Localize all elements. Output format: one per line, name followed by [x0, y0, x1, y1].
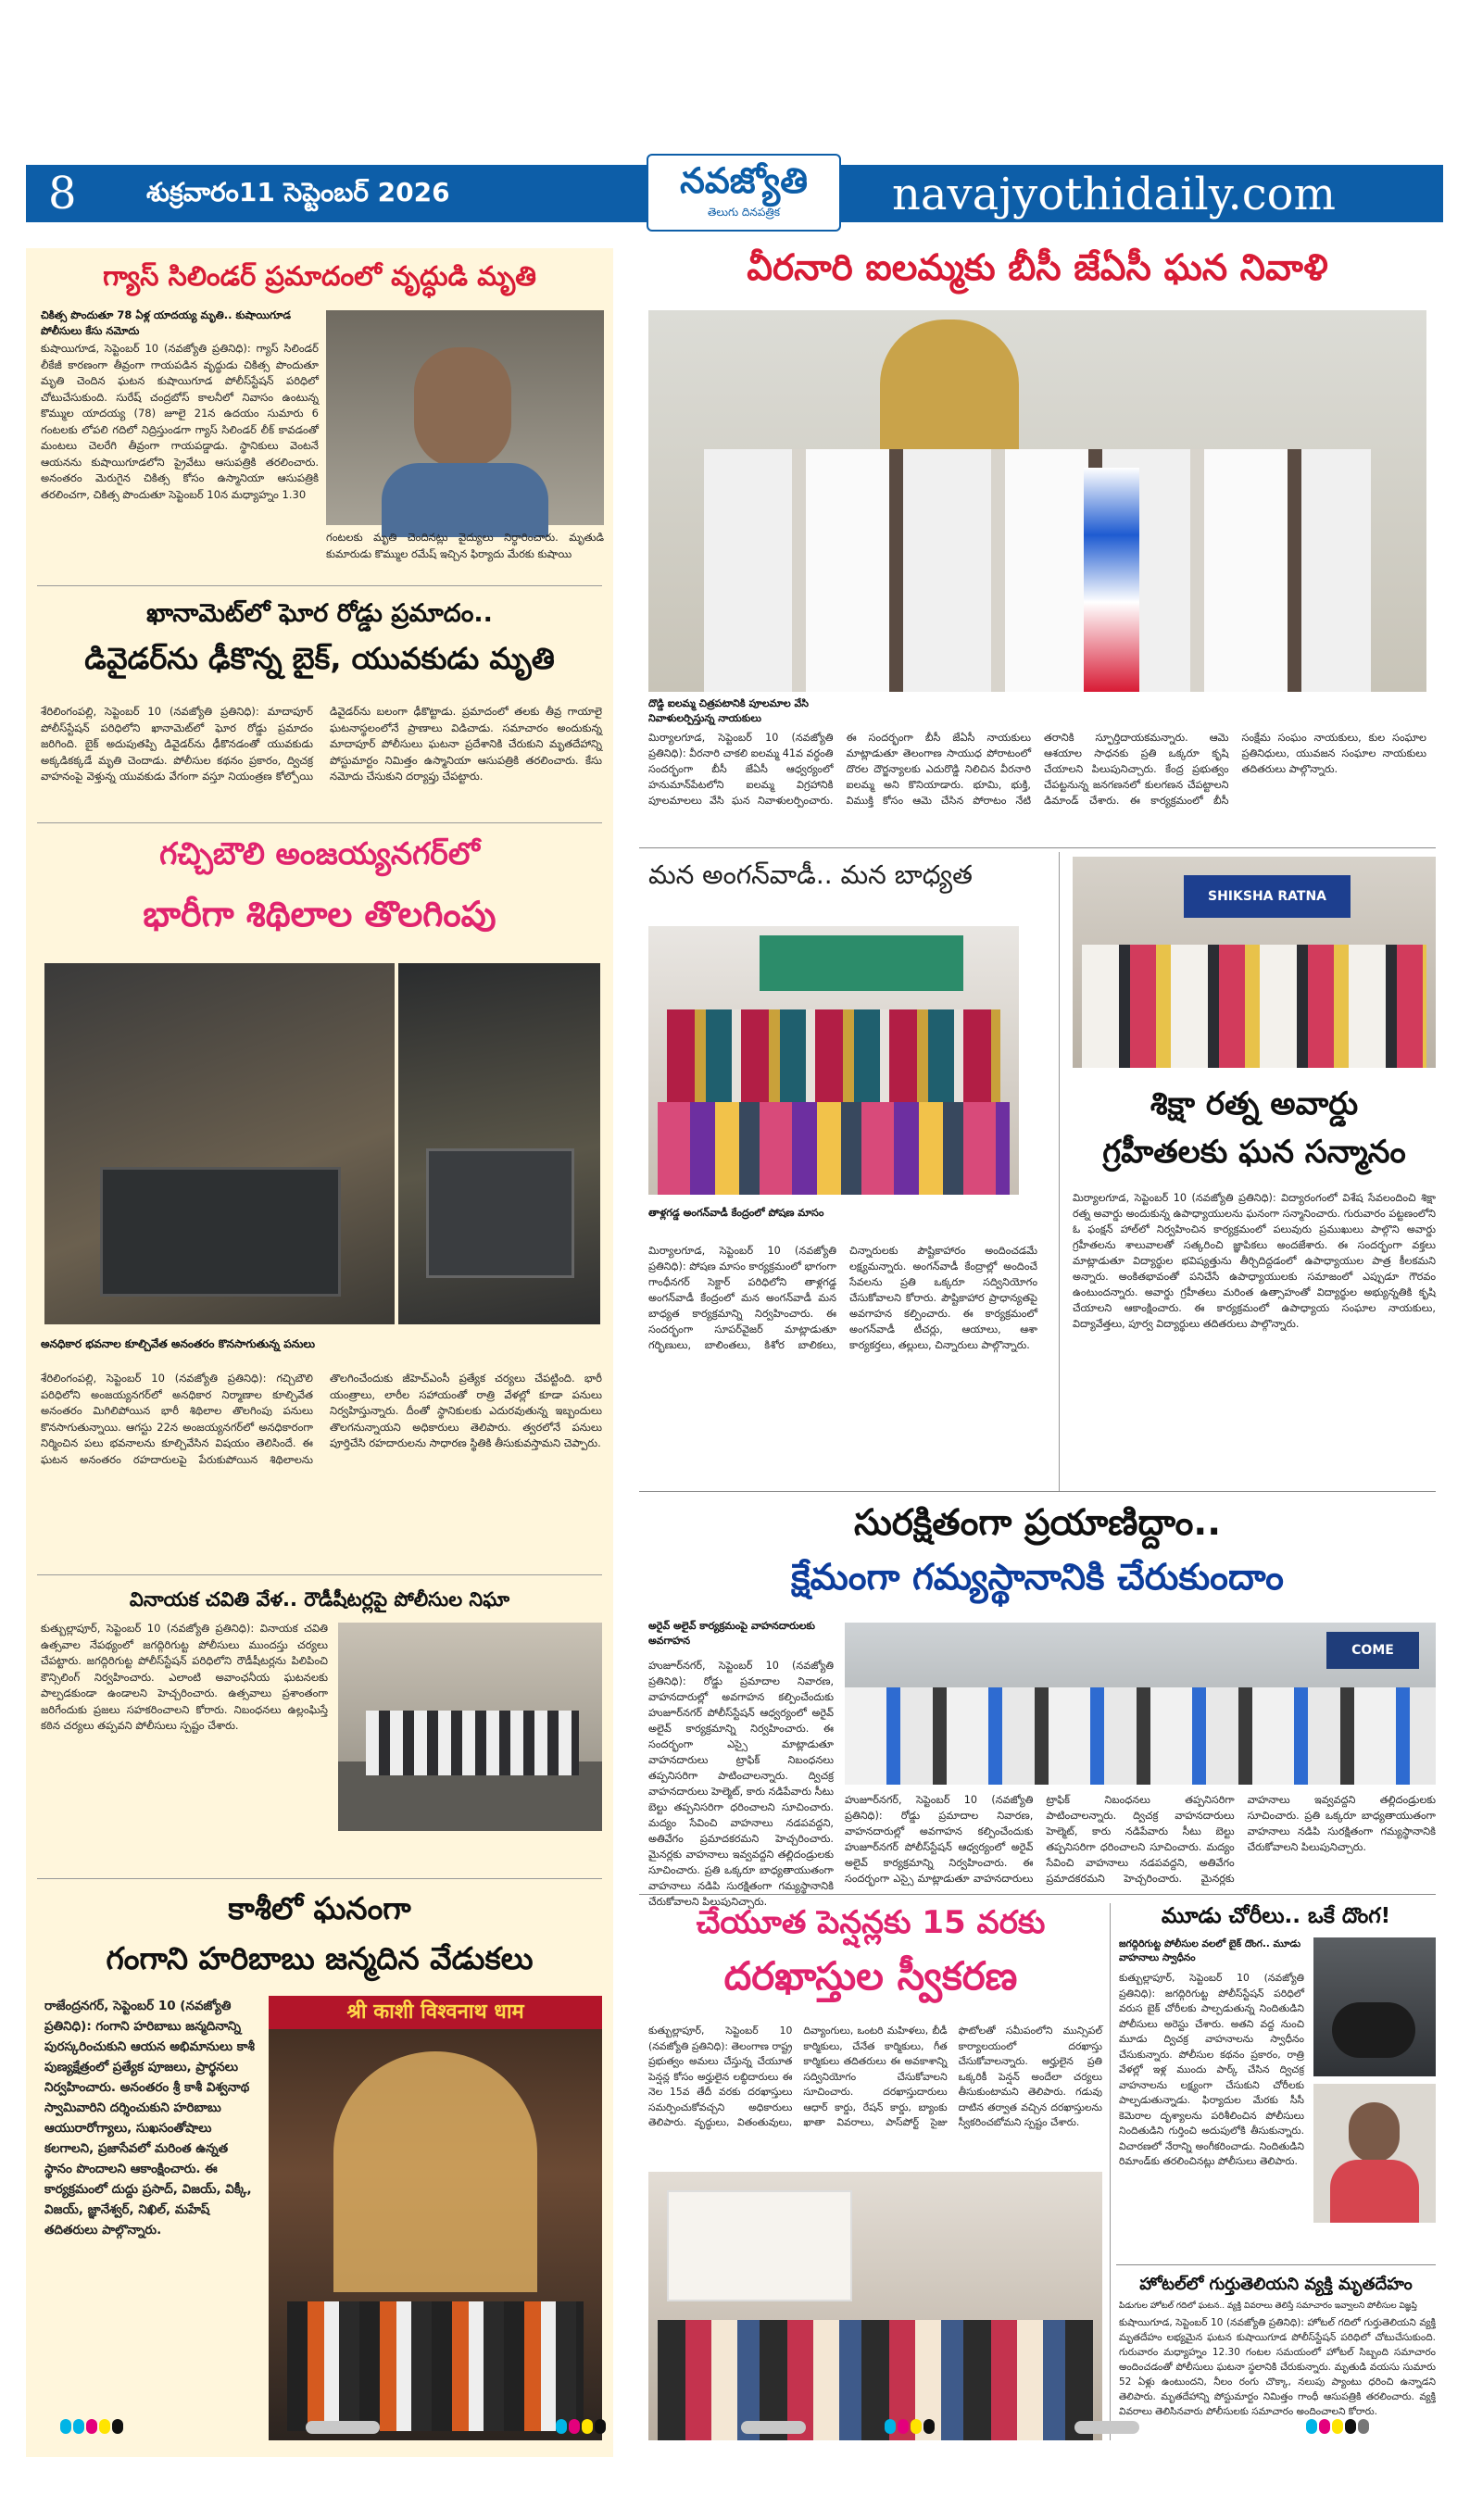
divider [639, 847, 1436, 848]
issue-date: శుక్రవారం11 సెప్టెంబర్ 2026 [146, 177, 450, 207]
anganwadi-body: మిర్యాలగూడ, సెప్టెంబర్ 10 (నవజ్యోతి ప్రతినిధి): పోషణ మాసం కార్యక్రమంలో భాగంగా గాంధీనగర్ సెక్టార్ పరిధిలోని తాళ్లగడ్డ అంగన్‌వాడీ కేంద్రంలో మన అంగన్‌వాడీ మన బాధ్యత కార్యక్రమాన్ని నిర్వహించారు. ఈ సందర్భంగా సూపర్‌వైజర్ మాట్లాడుతూ గర్భిణులు, బాలింతలు, కిశోర బాలికలు, చిన్నారులకు పౌష్టికాహారం అందించడమే లక్ష్యమన్నారు. అంగన్‌వాడీ కేంద్రాల్లో అందించే సేవలను ప్రతి ఒక్కరూ సద్వినియోగం చేసుకోవాలని కోరారు. పౌష్టికాహార ప్రాధాన్యతపై అవగాహన కల్పించారు. ఈ కార్యక్రమంలో అంగన్‌వాడీ టీచర్లు, ఆయాలు, ఆశా కార్యకర్తలు, తల్లులు, చిన్నారులు పాల్గొన్నారు. [648, 1245, 1037, 1351]
road-headline-1: ఖానామెట్‌లో ఘోర రోడ్డు ప్రమాదం.. [146, 599, 493, 628]
safety-headline-2: క్షేమంగా గమ్యస్థానానికి చేరుకుందాం [791, 1557, 1284, 1599]
safety-headline-1: సురక్షితంగా ప్రయాణిద్దాం.. [853, 1502, 1222, 1544]
anganwadi-photo [648, 926, 1019, 1195]
kashi-headline-1: కాశీలో ఘనంగా [228, 1890, 411, 1926]
column-divider [1059, 852, 1060, 1491]
vinayaka-body: కుత్బుల్లాపూర్, సెప్టెంబర్ 10 (నవజ్యోతి ప్రతినిధి): వినాయక చవితి ఉత్సవాల నేపథ్యంలో జగద్గిరిగుట్ట పోలీసులు ముందస్తు చర్యలు చేపట్టారు. జగద్గిరిగుట్ట పోలీస్‌స్టేషన్ పరిధిలోని రౌడీషీటర్లను పిలిపించి కౌన్సిలింగ్ నిర్వహించారు. ఎలాంటి అవాంఛనీయ ఘటనలకు పాల్పడకుండా ఉండాలని హెచ్చరించారు. ఉత్సవాలు ప్రశాంతంగా జరిగేందుకు ప్రజలు సహకరించాలని కోరారు. నిబంధనలు ఉల్లంఘిస్తే కఠిన చర్యలు తప్పవని పోలీసులు స్పష్టం చేశారు. [41, 1622, 328, 1732]
newspaper-logo [647, 154, 841, 232]
registration-bar [741, 2421, 806, 2434]
safety-body-cont: హుజూర్‌నగర్, సెప్టెంబర్ 10 (నవజ్యోతి ప్రతినిధి): రోడ్డు ప్రమాదాల నివారణ, వాహనదారుల్లో అవగాహన కల్పించేందుకు హుజూర్‌నగర్ పోలీస్‌స్టేషన్ ఆధ్వర్యంలో అరైవ్ అలైవ్ కార్యక్రమాన్ని నిర్వహించారు. ఈ సందర్భంగా ఎస్సై మాట్లాడుతూ వాహనదారులు ట్రాఫిక్ నిబంధనలు తప్పనిసరిగా పాటించాలన్నారు. ద్విచక్ర వాహనదారులు హెల్మెట్, కారు నడిపేవారు సీటు బెల్టు తప్పనిసరిగా ధరించాలని సూచించారు. మద్యం సేవించి వాహనాలు నడపవద్దని, అతివేగం ప్రమాదకరమని హెచ్చరించారు. మైనర్లకు వాహనాలు ఇవ్వవద్దని తల్లిదండ్రులకు సూచించారు. ప్రతి ఒక్కరూ బాధ్యతాయుతంగా వాహనాలు నడిపి సురక్షితంగా గమ్యస్థానానికి చేరుకోవాలని పిలుపునిచ్చారు. [845, 1794, 1436, 1885]
theft-accused-photo [1313, 2084, 1436, 2223]
kashi-headline-2: గంగాని హరిబాబు జన్మదిన వేడుకలు [106, 1940, 534, 1976]
column-divider [1110, 1903, 1111, 2440]
unknown-body: కుషాయిగూడ, సెప్టెంబర్ 10 (నవజ్యోతి ప్రతినిధి): హోటల్ గదిలో గుర్తుతెలియని వ్యక్తి మృతదేహం లభ్యమైన ఘటన కుషాయిగూడ పోలీస్‌స్టేషన్ పరిధిలో చోటుచేసుకుంది. గురువారం మధ్యాహ్నం 12.30 గంటల సమయంలో హోటల్ సిబ్బంది సమాచారం అందించడంతో పోలీసులు ఘటనా స్థలానికి చేరుకున్నారు. మృతుడి వయసు సుమారు 52 ఏళ్లు ఉంటుందని, నీలం రంగు చొక్కా, నలుపు ప్యాంటు ధరించి ఉన్నాడని తెలిపారు. మృతదేహాన్ని పోస్టుమార్టం నిమిత్తం గాంధీ ఆసుపత్రికి తరలించారు. వ్యక్తి వివరాలు తెలిసినవారు పోలీసులకు సమాచారం అందించాలని కోరారు. [1119, 2317, 1436, 2417]
debris-headline-2: భారీగా శిథిలాల తొలగింపు [143, 894, 496, 934]
debris-photo-left [44, 963, 395, 1324]
logo-tagline: తెలుగు దినపత్రిక [707, 206, 781, 219]
gas-body: కుషాయిగూడ, సెప్టెంబర్ 10 (నవజ్యోతి ప్రతినిధి): గ్యాస్ సిలిండర్ లీకేజీ కారణంగా తీవ్రంగా గాయపడిన వృద్ధుడు చికిత్స పొందుతూ మృతి చెందిన ఘటన కుషాయిగూడ పోలీస్‌స్టేషన్ పరిధిలో చోటుచేసుకుంది. సురేష్ చంద్రబోస్ కాలనీలో నివాసం ఉంటున్న కొమ్ముల యాదయ్య (78) జూలై 21న ఉదయం సుమారు 6 గంటలకు లోపలి గదిలో నిద్రిస్తుండగా గ్యాస్ సిలిండర్ లీక్ కావడంతో మంటలు చెలరేగి తీవ్రంగా గాయపడ్డాడు. స్థానికులు వెంటనే ఆయనను కుషాయిగూడలోని ప్రైవేటు ఆసుపత్రికి తరలించారు. అనంతరం మెరుగైన చికిత్స కోసం ఉస్మానియా ఆసుపత్రికి తరలించగా, చికిత్స పొందుతూ సెప్టెంబర్ 10న మధ్యాహ్నం 1.30 [41, 342, 319, 501]
award-headline-1: శిక్షా రత్న అవార్డు [1150, 1085, 1359, 1122]
debris-photo-right [398, 963, 600, 1324]
award-photo [1073, 857, 1436, 1068]
ilamma-caption: దొడ్డి ఐలమ్మ చిత్రపటానికి పూలమాల వేసి నివాళులర్పిస్తున్న నాయకులు [648, 697, 809, 724]
safety-kicker: అరైవ్ అలైవ్ కార్యక్రమంపై వాహనదారులకు అవగాహన [648, 1620, 815, 1647]
divider [37, 822, 602, 823]
registration-bar [1074, 2421, 1139, 2434]
ilamma-body: మిర్యాలగూడ, సెప్టెంబర్ 10 (నవజ్యోతి ప్రతినిధి): వీరనారి చాకలి ఐలమ్మ 41వ వర్ధంతి సందర్భంగా బీసీ జేఏసీ ఆధ్వర్యంలో హనుమాన్‌పేటలోని ఐలమ్మ విగ్రహానికి పూలమాలలు వేసి ఘన నివాళులర్పించారు. ఈ సందర్భంగా బీసీ జేఏసీ నాయకులు మాట్లాడుతూ తెలంగాణ సాయుధ పోరాటంలో దొరల దౌర్జన్యాలకు ఎదురొడ్డి నిలిచిన వీరనారి ఐలమ్మ అని కొనియాడారు. భూమి, భుక్తి, విముక్తి కోసం ఆమె చేసిన పోరాటం నేటి తరానికి స్ఫూర్తిదాయకమన్నారు. ఆమె ఆశయాల సాధనకు ప్రతి ఒక్కరూ కృషి చేయాలని పిలుపునిచ్చారు. కేంద్ర ప్రభుత్వం చేపట్టనున్న జనగణనలో కులగణన చేపట్టాలని డిమాండ్ చేశారు. ఈ కార్యక్రమంలో బీసీ సంక్షేమ సంఘం నాయకులు, కుల సంఘాల ప్రతినిధులు, యువజన సంఘాల నాయకులు తదితరులు పాల్గొన్నారు. [648, 732, 1426, 807]
gas-caption: గంటలకు మృతి చెందినట్లు వైద్యులు నిర్ధారించారు. మృతుడి కుమారుడు కొమ్ముల రమేష్ ఇచ్చిన ఫిర్యాదు మేరకు కుషాయి [326, 531, 604, 560]
color-registration-mark [885, 2419, 936, 2438]
vinayaka-photo [338, 1623, 602, 1831]
kashi-banner: श्री काशी विश्वनाथ धाम [269, 1996, 602, 2029]
color-registration-mark [1306, 2419, 1371, 2438]
color-registration-mark [556, 2419, 608, 2438]
award-banner: SHIKSHA RATNA [1184, 875, 1351, 918]
award-headline-2: గ్రహీతలకు ఘన సన్మానం [1102, 1134, 1406, 1171]
divider [37, 1574, 602, 1575]
unknown-kicker: పిడుగుల హోటల్ గదిలో ఘటన.. వ్యక్తి వివరాలు తెలిస్తే సమాచారం ఇవ్వాలని పోలీసుల విజ్ఞప్తి [1119, 2301, 1417, 2311]
divider [1116, 2264, 1436, 2265]
ilamma-tribute-photo [648, 310, 1426, 692]
divider [37, 585, 602, 586]
registration-bar [306, 2421, 380, 2434]
unknown-headline: హోటల్‌లో గుర్తుతెలియని వ్యక్తి మృతదేహం [1139, 2275, 1413, 2294]
theft-headline: మూడు చోరీలు.. ఒకే దొంగ! [1161, 1904, 1391, 1928]
safety-banner: COME [1326, 1632, 1419, 1669]
gas-kicker: చికిత్స పొందుతూ 78 ఏళ్ల యాదయ్య మృతి.. కుషాయిగూడ పోలీసులు కేసు నమోదు [41, 308, 292, 337]
anganwadi-caption: తాళ్లగడ్డ అంగన్‌వాడీ కేంద్రంలో పోషణ మాసం [648, 1207, 824, 1219]
divider [639, 1894, 1436, 1895]
divider [37, 1878, 602, 1879]
theft-kicker: జగద్గిరిగుట్ట పోలీసుల వలలో బైక్ దొంగ.. మూడు వాహనాలు స్వాధీనం [1119, 1938, 1301, 1963]
pension-headline-2: దరఖాస్తుల స్వీకరణ [723, 1953, 1018, 1999]
theft-body: కుత్బుల్లాపూర్, సెప్టెంబర్ 10 (నవజ్యోతి ప్రతినిధి): జగద్గిరిగుట్ట పోలీస్‌స్టేషన్ పరిధిలో వరుస బైక్ చోరీలకు పాల్పడుతున్న నిందితుడిని పోలీసులు అరెస్టు చేశారు. అతని వద్ద నుంచి మూడు ద్విచక్ర వాహనాలను స్వాధీనం చేసుకున్నారు. పోలీసుల కథనం ప్రకారం, రాత్రి వేళల్లో ఇళ్ల ముందు పార్క్ చేసిన ద్విచక్ర వాహనాలను లక్ష్యంగా చేసుకుని చోరీలకు పాల్పడుతున్నాడు. ఫిర్యాదుల మేరకు సీసీ కెమెరాల దృశ్యాలను పరిశీలించిన పోలీసులు నిందితుడిని గుర్తించి అదుపులోకి తీసుకున్నారు. విచారణలో నేరాన్ని అంగీకరించాడు. నిందితుడిని రిమాండ్‌కు తరలించినట్లు పోలీసులు తెలిపారు. [1119, 1972, 1304, 2167]
divider [639, 1491, 1436, 1492]
ilamma-headline: వీరనారి ఐలమ్మకు బీసీ జేఏసీ ఘన నివాళి [747, 247, 1328, 289]
theft-bikes-photo [1313, 1937, 1436, 2076]
debris-headline-1: గచ్చిబౌలి అంజయ్యనగర్‌లో [159, 835, 480, 871]
kashi-temple-photo [269, 1996, 602, 2440]
award-body: మిర్యాలగూడ, సెప్టెంబర్ 10 (నవజ్యోతి ప్రతినిధి): విద్యారంగంలో విశేష సేవలందించి శిక్షా రత్న అవార్డు అందుకున్న ఉపాధ్యాయులను ఘనంగా సన్మానించారు. గురువారం పట్టణంలోని ఓ ఫంక్షన్ హాల్‌లో నిర్వహించిన కార్యక్రమంలో పలువురు ప్రముఖులు పాల్గొని అవార్డు గ్రహీతలను శాలువాలతో సత్కరించి జ్ఞాపికలు అందజేశారు. ఈ సందర్భంగా వక్తలు మాట్లాడుతూ విద్యార్థుల భవిష్యత్తును తీర్చిదిద్దడంలో ఉపాధ్యాయుల పాత్ర కీలకమని అన్నారు. అంకితభావంతో పనిచేసే ఉపాధ్యాయులకు సమాజంలో ఎప్పుడూ గౌరవం ఉంటుందన్నారు. అవార్డు గ్రహీతలు మరింత ఉత్సాహంతో విద్యార్థుల అభ్యున్నతికి కృషి చేయాలని ఆకాంక్షించారు. ఈ కార్యక్రమంలో ఉపాధ్యాయ సంఘాల నాయకులు, విద్యావేత్తలు, పూర్వ విద్యార్థులు తదితరులు పాల్గొన్నారు. [1073, 1192, 1436, 1330]
gas-victim-photo [326, 310, 604, 525]
logo-text: నవజ్యోతి [680, 160, 808, 201]
anganwadi-headline: మన అంగన్‌వాడీ.. మన బాధ్యత [648, 859, 973, 890]
masthead [26, 160, 1443, 222]
page-number: 8 [48, 168, 77, 219]
pension-body: కుత్బుల్లాపూర్, సెప్టెంబర్ 10 (నవజ్యోతి ప్రతినిధి): తెలంగాణ రాష్ట్ర ప్రభుత్వం అమలు చేస్తున్న చేయూత పెన్షన్ల కోసం అర్హులైన లబ్ధిదారులు ఈ నెల 15వ తేదీ వరకు దరఖాస్తులు సమర్పించుకోవచ్చని అధికారులు తెలిపారు. వృద్ధులు, వితంతువులు, దివ్యాంగులు, ఒంటరి మహిళలు, బీడీ కార్మికులు, చేనేత కార్మికులు, గీత కార్మికులు తదితరులు ఈ అవకాశాన్ని సద్వినియోగం చేసుకోవాలని సూచించారు. దరఖాస్తుదారులు ఆధార్ కార్డు, రేషన్ కార్డు, బ్యాంకు ఖాతా వివరాలు, పాస్‌పోర్ట్ సైజు ఫొటోలతో సమీపంలోని మున్సిపల్ కార్యాలయంలో దరఖాస్తు చేసుకోవాలన్నారు. అర్హులైన ప్రతి ఒక్కరికీ పెన్షన్ అందేలా చర్యలు తీసుకుంటామని తెలిపారు. గడువు దాటిన తర్వాత వచ్చిన దరఖాస్తులను స్వీకరించబోమని స్పష్టం చేశారు. [648, 2025, 1102, 2128]
gas-headline: గ్యాస్ సిలిండర్ ప్రమాదంలో వృద్ధుడి మృతి [103, 260, 536, 292]
color-registration-mark [60, 2419, 125, 2438]
debris-kicker: అనధికార భవనాల కూల్చివేత అనంతరం కొనసాగుతున్న పనులు [41, 1337, 316, 1350]
road-body: శేరిలింగంపల్లి, సెప్టెంబర్ 10 (నవజ్యోతి ప్రతినిధి): మాదాపూర్ పోలీస్‌స్టేషన్ పరిధిలోని ఖానామెట్‌లో ఘోర రోడ్డు ప్రమాదం జరిగింది. బైక్ అదుపుతప్పి డివైడర్‌ను ఢీకొనడంతో యువకుడు అక్కడికక్కడే మృతి చెందాడు. పోలీసుల కథనం ప్రకారం, ద్విచక్ర వాహనంపై వెళ్తున్న యువకుడు వేగంగా వస్తూ నియంత్రణ కోల్పోయి డివైడర్‌ను బలంగా ఢీకొట్టాడు. ప్రమాదంలో తలకు తీవ్ర గాయాలై ఘటనాస్థలంలోనే ప్రాణాలు విడిచాడు. సమాచారం అందుకున్న మాదాపూర్ పోలీసులు ఘటనా ప్రదేశానికి చేరుకుని మృతదేహాన్ని పోస్టుమార్టం నిమిత్తం ఉస్మానియా ఆసుపత్రికి తరలించారు. కేసు నమోదు చేసుకుని దర్యాప్తు చేపట్టారు. [41, 705, 602, 783]
pension-headline-1: చేయూత పెన్షన్లకు 15 వరకు [696, 1904, 1046, 1941]
website-url: navajyothidaily.com [892, 169, 1337, 220]
pension-photo [648, 2172, 1102, 2440]
kashi-body: రాజేంద్రనగర్, సెప్టెంబర్ 10 (నవజ్యోతి ప్రతినిధి): గంగాని హరిబాబు జన్మదినాన్ని పురస్కరించుకుని ఆయన అభిమానులు కాశీ పుణ్యక్షేత్రంలో ప్రత్యేక పూజలు, ప్రార్థనలు నిర్వహించారు. అనంతరం శ్రీ కాశీ విశ్వనాథ స్వామివారిని దర్శించుకుని హరిబాబు ఆయురారోగ్యాలు, సుఖసంతోషాలు కలగాలని, ప్రజాసేవలో మరింత ఉన్నత స్థానం పొందాలని ఆకాంక్షించారు. ఈ కార్యక్రమంలో దుద్దు ప్రసాద్, విజయ్, విక్కీ, విజయ్, జ్ఞానేశ్వర్, నిఖిల్, మహేష్ తదితరులు పాల్గొన్నారు. [44, 1999, 255, 2238]
safety-photo [845, 1623, 1436, 1785]
safety-body: హుజూర్‌నగర్, సెప్టెంబర్ 10 (నవజ్యోతి ప్రతినిధి): రోడ్డు ప్రమాదాల నివారణ, వాహనదారుల్లో అవగాహన కల్పించేందుకు హుజూర్‌నగర్ పోలీస్‌స్టేషన్ ఆధ్వర్యంలో అరైవ్ అలైవ్ కార్యక్రమాన్ని నిర్వహించారు. ఈ సందర్భంగా ఎస్సై మాట్లాడుతూ వాహనదారులు ట్రాఫిక్ నిబంధనలు తప్పనిసరిగా పాటించాలన్నారు. ద్విచక్ర వాహనదారులు హెల్మెట్, కారు నడిపేవారు సీటు బెల్టు తప్పనిసరిగా ధరించాలని సూచించారు. మద్యం సేవించి వాహనాలు నడపవద్దని, అతివేగం ప్రమాదకరమని హెచ్చరించారు. మైనర్లకు వాహనాలు ఇవ్వవద్దని తల్లిదండ్రులకు సూచించారు. ప్రతి ఒక్కరూ బాధ్యతాయుతంగా వాహనాలు నడిపి సురక్షితంగా గమ్యస్థానానికి చేరుకోవాలని పిలుపునిచ్చారు. [648, 1660, 834, 1908]
road-headline-2: డివైడర్‌ను ఢీకొన్న బైక్, యువకుడు మృతి [84, 641, 555, 676]
debris-body: శేరిలింగంపల్లి, సెప్టెంబర్ 10 (నవజ్యోతి ప్రతినిధి): గచ్చిబౌలి పరిధిలోని అంజయ్యనగర్‌లో అనధికార నిర్మాణాల కూల్చివేత అనంతరం మిగిలిపోయిన భారీ శిథిలాల తొలగింపు పనులు కొనసాగుతున్నాయి. ఆగస్టు 22న అంజయ్యనగర్‌లో అనధికారంగా నిర్మించిన పలు భవనాలను కూల్చివేసిన విషయం తెలిసిందే. ఈ ఘటన అనంతరం రహదారులపై పేరుకుపోయిన శిథిలాలను తొలగించేందుకు జీహెచ్‌ఎంసీ ప్రత్యేక చర్యలు చేపట్టింది. భారీ యంత్రాలు, లారీల సహాయంతో రాత్రి వేళల్లో కూడా పనులు నిర్వహిస్తున్నారు. దీంతో స్థానికులకు ఎదురవుతున్న ఇబ్బందులు తొలగనున్నాయని అధికారులు తెలిపారు. త్వరలోనే పనులు పూర్తిచేసి రహదారులను సాధారణ స్థితికి తీసుకువస్తామని చెప్పారు. [41, 1372, 602, 1466]
vinayaka-headline: వినాయక చవితి వేళ.. రౌడీషీటర్లపై పోలీసుల నిఘా [129, 1588, 510, 1611]
